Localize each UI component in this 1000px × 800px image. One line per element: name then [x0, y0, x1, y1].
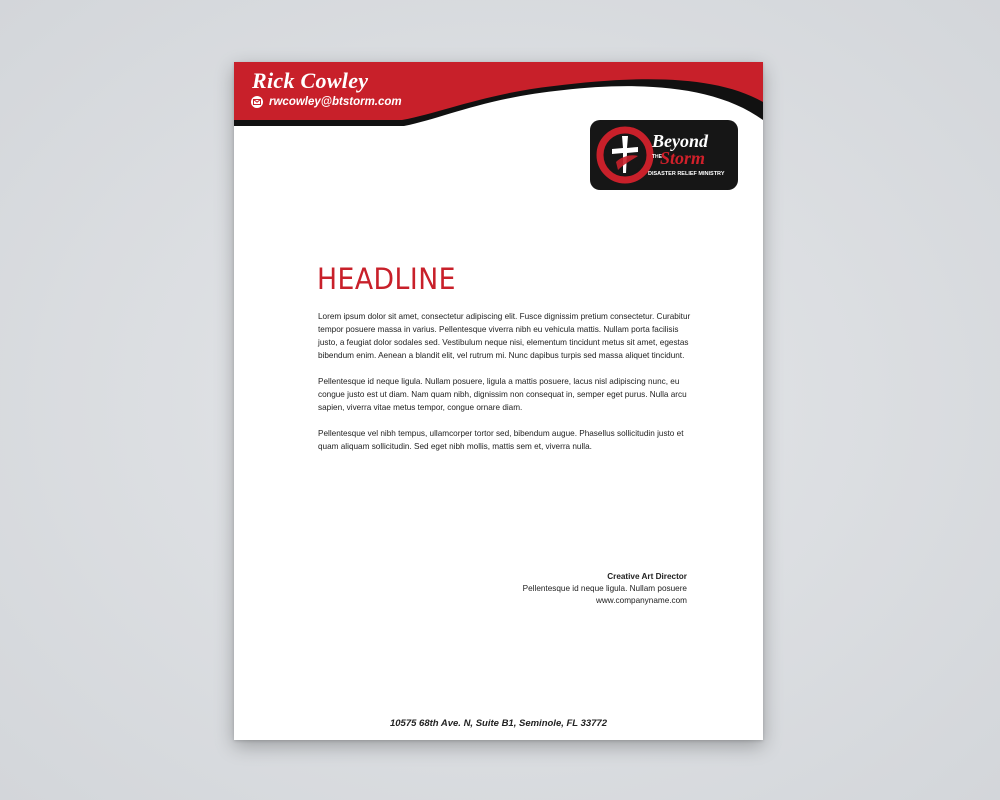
- letter-headline: HEADLINE: [317, 262, 456, 296]
- envelope-icon: [251, 96, 263, 108]
- footer-address: 10575 68th Ave. N, Suite B1, Seminole, FL 33772: [389, 718, 607, 729]
- sender-email-row: [251, 96, 402, 108]
- body-paragraph: Pellentesque id neque ligula. Nullam posuere, ligula a mattis posuere, lacus nisl adipiscing nunc, eu congue justo est ut diam. Nam quam nibh, dignissim non consequat in, semper eget purus. Nulla arcu sapien, viverra vitae metus tempor, congue ornare diam.: [318, 377, 687, 412]
- signature-website: www.companyname.com: [595, 596, 687, 605]
- body-paragraph: Lorem ipsum dolor sit amet, consectetur adipiscing elit. Fusce dignissim pretium consectetur. Curabitur tempor posuere massa in varius. Pellentesque viverra nibh eu vehicula mattis. Nullam porta facilisis justo, a feugiat dolor sodales sed. Vestibulum neque nisi, elementum tincidunt metus sit amet, egestas bibendum enim. Aenean a blandit elit, vel rutrum mi. Nunc dapibus turpis sed massa aliquet tincidunt.: [318, 312, 691, 360]
- signature-line: Pellentesque id neque ligula. Nullam posuere: [522, 584, 687, 593]
- letter-body: [318, 310, 694, 466]
- logo-word-beyond: Beyond: [652, 131, 708, 151]
- logo-word-storm: Storm: [660, 148, 706, 168]
- letterhead-page: [234, 62, 763, 740]
- logo-tagline: DISASTER RELIEF MINISTRY: [648, 171, 725, 177]
- signature-block: [523, 571, 687, 607]
- ministry-logo: [590, 120, 738, 190]
- sender-email: rwcowley@btstorm.com: [269, 96, 402, 108]
- sender-name: Rick Cowley: [252, 68, 369, 93]
- signature-title: Creative Art Director: [607, 572, 687, 581]
- cross-logo-icon: [596, 126, 654, 184]
- logo-word-the: THE: [652, 154, 662, 160]
- body-paragraph: Pellentesque vel nibh tempus, ullamcorper tortor sed, bibendum augue. Phasellus sollicitudin justo et quam aliquam sollicitudin. Sed eget nibh mollis, mattis sem et, viverra nulla.: [318, 429, 684, 451]
